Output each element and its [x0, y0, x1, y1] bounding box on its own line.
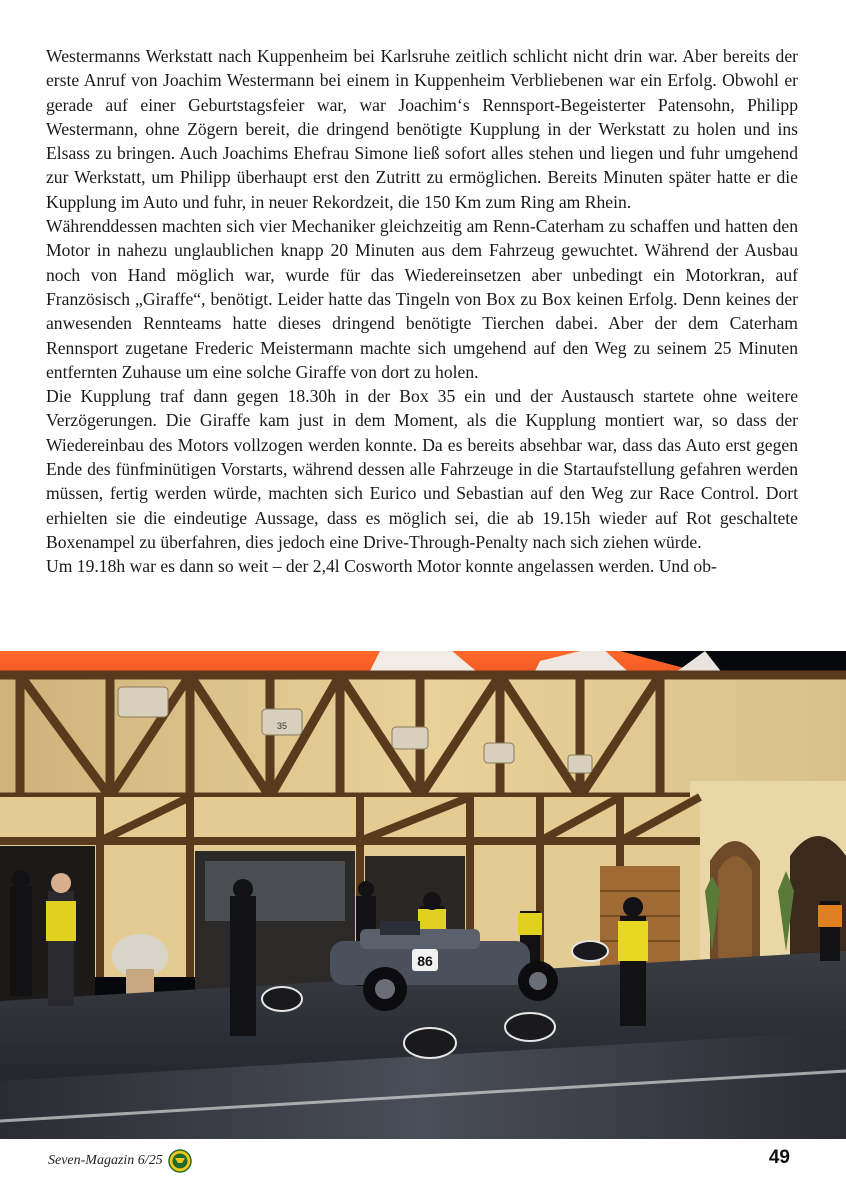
crest-plaque [118, 687, 168, 717]
crest-plaque [484, 743, 514, 763]
magazine-name: Seven-Magazin 6/25 [48, 1153, 163, 1168]
crest-plaque [392, 727, 428, 749]
crest-plaque [568, 755, 592, 773]
article-body [46, 44, 798, 579]
box-number-sign: 35 [276, 721, 288, 731]
paragraph-3: Die Kupplung traf dann gegen 18.30h in der Box 35 ein und der Austausch startete ohne weitere Verzögerungen. Die Giraffe kam just in dem Moment, als die Kupplung montiert war, so dass der Wiedereinbau des Motors vollzogen werden konnte. Da es bereits absehbar war, dass das Auto erst gegen Ende des fünfminütigen Vorstarts, während dessen alle Fahrzeuge in die Startaufstellung gefahren werden müssen, fertig werden würde, machten sich Eurico und Sebastian auf den Weg zur Race Control. Dort erhielten sie die eindeutige Aussage, dass es möglich sei, die ab 19.15h wieder auf Rot geschaltete Boxenampel zu überfahren, dies jedoch eine Drive-Through-Penalty nach sich ziehen würde. [46, 386, 798, 552]
page-number: 49 [768, 1147, 790, 1168]
car-number: 86 [417, 953, 433, 969]
paragraph-4: Um 19.18h war es dann so weit – der 2,4l Cosworth Motor konnte angelassen werden. Und ob- [46, 556, 717, 577]
paragraph-2: Währenddessen machten sich vier Mechaniker gleichzeitig am Renn-Caterham zu schaffen und hatten den Motor in nahezu unglaublichen knapp 20 Minuten aus dem Fahrzeug gewuchtet. Während der Ausbau noch von Hand möglich war, wurde für das Wiedereinsetzen aber unbedingt ein Motorkran, auf Französisch „Giraffe“, benötigt. Leider hatte das Tingeln von Box zu Box keinen Erfolg. Denn keines der anwesenden Rennteams hatte dieses dringend benötigte Tierchen dabei. Aber der dem Caterham Rennsport zugetane Frederic Meistermann machte sich umgehend auf den Weg zu seinem 25 Minuten entfernten Zuhause um eine solche Giraffe von dort zu holen. [46, 216, 798, 382]
pit-lane-photo [0, 651, 846, 1139]
page-footer [0, 1140, 846, 1200]
paragraph-1: Westermanns Werkstatt nach Kuppenheim bei Karlsruhe zeitlich schlicht nicht drin war. Aber bereits der erste Anruf von Joachim Westermann bei einem in Kuppenheim Verbliebenen war ein Erfolg. Obwohl er gerade auf einer Geburtstagsfeier war, war Joachim‘s Rennsport-Begeisterter Patensohn, Philipp Westermann, ohne Zögern bereit, die dringend benötigte Kupplung in der Werkstatt zu holen und ins Elsass zu bringen. Auch Joachims Ehefrau Simone ließ sofort alles stehen und liegen und fuhr umgehend zur Werkstatt, um Philipp überhaupt erst den Zutritt zu ermöglichen. Bereits Minuten später hatte er die Kupplung im Auto und fuhr, in neuer Rekordzeit, die 150 Km zum Ring am Rhein. [46, 46, 798, 212]
lotus-roundel-icon [168, 1149, 192, 1173]
